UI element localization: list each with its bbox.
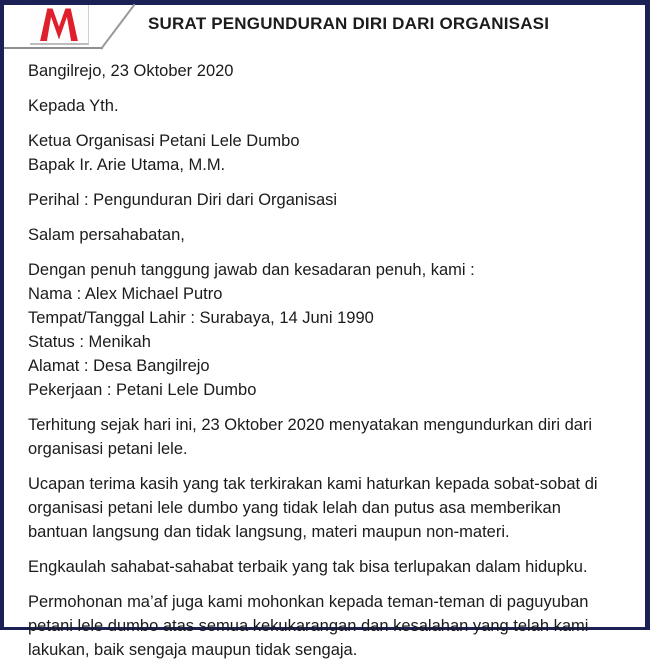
paragraph-line: Ucapan terima kasih yang tak terkirakan kami haturkan kepada sobat-sobat di (28, 475, 598, 493)
paragraph-line: Perihal : Pengunduran Diri dari Organisasi (28, 191, 338, 209)
paragraph-line: Salam persahabatan, (28, 226, 185, 244)
paragraph-line: petani lele dumbo atas semua kekukarangan dan kesalahan yang telah kami (28, 617, 589, 635)
paragraph-line: Engkaulah sahabat-sahabat terbaik yang tak bisa terlupakan dalam hidupku. (28, 558, 588, 576)
paragraph-line: Status : Menikah (28, 333, 151, 351)
paragraph (28, 590, 619, 662)
paragraph-line: bantuan langsung dan tidak langsung, materi maupun non-materi. (28, 523, 510, 541)
m-logo-icon (39, 7, 79, 41)
paragraph-line: organisasi petani lele. (28, 440, 188, 458)
paragraph-line: Kepada Yth. (28, 97, 119, 115)
paragraph-line: Alamat : Desa Bangilrejo (28, 357, 210, 375)
paragraph-line: Dengan penuh tanggung jawab dan kesadaran penuh, kami : (28, 261, 475, 279)
letter-body (28, 59, 619, 659)
paragraph (28, 223, 619, 247)
paragraph (28, 258, 619, 402)
paragraph-line: Ketua Organisasi Petani Lele Dumbo (28, 132, 300, 150)
paragraph-line: Permohonan ma’af juga kami mohonkan kepada teman-teman di paguyuban (28, 593, 589, 611)
paragraph-line: Nama : Alex Michael Putro (28, 285, 223, 303)
letter-title: SURAT PENGUNDURAN DIRI DARI ORGANISASI (148, 14, 550, 33)
paragraph (28, 188, 619, 212)
paragraph-line: Pekerjaan : Petani Lele Dumbo (28, 381, 257, 399)
paragraph-line: Bapak Ir. Arie Utama, M.M. (28, 156, 226, 174)
paragraph (28, 59, 619, 83)
logo (30, 5, 89, 45)
paragraph (28, 129, 619, 177)
header-rule-line (4, 47, 103, 49)
diagonal-divider-line (100, 4, 135, 50)
letter-header (4, 5, 645, 53)
paragraph (28, 555, 619, 579)
paragraph (28, 94, 619, 118)
paragraph-line: Tempat/Tanggal Lahir : Surabaya, 14 Juni 1990 (28, 309, 374, 327)
paragraph-line: organisasi petani lele dumbo yang tidak lelah dan putus asa memberikan (28, 499, 561, 517)
paragraph-line: lakukan, baik sengaja maupun tidak sengaja. (28, 641, 358, 659)
paragraph (28, 472, 619, 544)
paragraph-line: Terhitung sejak hari ini, 23 Oktober 2020 menyatakan mengundurkan diri dari (28, 416, 593, 434)
paragraph-line: Bangilrejo, 23 Oktober 2020 (28, 62, 234, 80)
paragraph (28, 413, 619, 461)
